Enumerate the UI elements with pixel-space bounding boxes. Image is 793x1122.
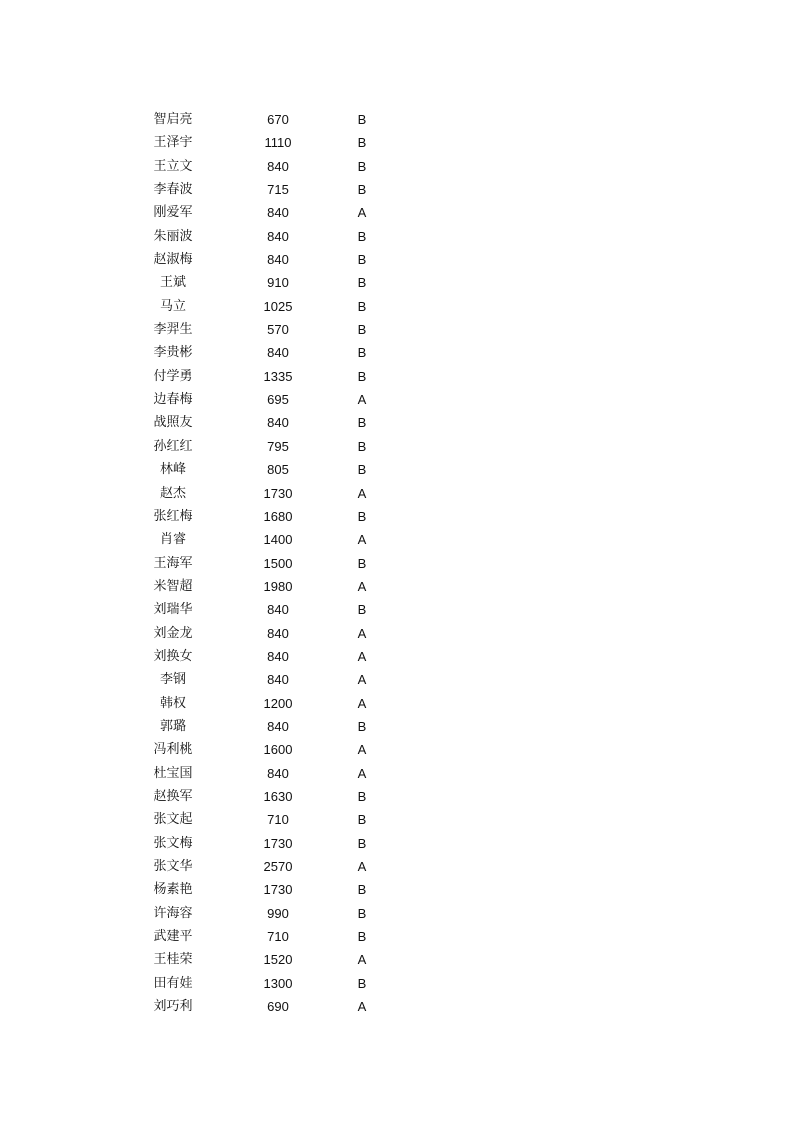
amount-cell: 1730 [263, 882, 293, 898]
table-row [140, 668, 400, 691]
grade-cell: B [357, 462, 367, 478]
name-cell: 付学勇 [153, 368, 193, 384]
table-row [140, 622, 400, 645]
table-row [140, 598, 400, 621]
table-row [140, 435, 400, 458]
table-row [140, 785, 400, 808]
grade-cell: B [357, 718, 367, 734]
grade-cell: B [357, 252, 367, 268]
table-row [140, 201, 400, 224]
amount-cell: 840 [267, 718, 289, 734]
amount-cell: 715 [267, 182, 289, 198]
grade-cell: B [357, 555, 367, 571]
name-cell: 冯利桃 [153, 742, 193, 758]
name-cell: 张文梅 [153, 835, 193, 851]
grade-cell: B [357, 415, 367, 431]
table-row [140, 341, 400, 364]
name-cell: 王泽宇 [153, 135, 193, 151]
amount-cell: 1730 [263, 835, 293, 851]
amount-cell: 690 [267, 999, 289, 1015]
table-row [140, 271, 400, 294]
name-cell: 刚爱军 [153, 205, 193, 221]
name-cell: 刘金龙 [153, 625, 193, 641]
name-cell: 刘瑞华 [153, 602, 193, 618]
table-row [140, 482, 400, 505]
name-cell: 马立 [159, 298, 186, 314]
name-cell: 张红梅 [153, 508, 193, 524]
name-cell: 朱丽波 [153, 228, 193, 244]
name-cell: 孙红红 [153, 438, 193, 454]
table-row [140, 458, 400, 481]
name-cell: 李羿生 [153, 322, 193, 338]
grade-cell: B [357, 275, 367, 291]
name-cell: 武建平 [153, 929, 193, 945]
table-row [140, 505, 400, 528]
table-row [140, 972, 400, 995]
table-row [140, 645, 400, 668]
grade-cell: B [357, 112, 367, 127]
table-row [140, 295, 400, 318]
name-cell: 许海容 [153, 905, 193, 921]
amount-cell: 840 [267, 602, 289, 618]
amount-cell: 840 [267, 345, 289, 361]
grade-cell: B [357, 882, 367, 898]
name-cell: 林峰 [159, 462, 186, 478]
table-row [140, 762, 400, 785]
grade-cell: B [357, 929, 367, 945]
amount-cell: 695 [267, 392, 289, 408]
name-cell: 李春波 [153, 182, 193, 198]
table-row [140, 178, 400, 201]
amount-cell: 1400 [263, 532, 293, 548]
grade-cell: B [357, 182, 367, 198]
amount-cell: 1025 [263, 298, 293, 314]
amount-cell: 840 [267, 228, 289, 244]
grade-cell: B [357, 158, 367, 174]
grade-cell: B [357, 788, 367, 804]
name-cell: 王立文 [153, 158, 193, 174]
table-row [140, 388, 400, 411]
name-cell: 郭璐 [159, 718, 186, 734]
grade-cell: B [357, 135, 367, 151]
name-cell: 韩权 [159, 695, 186, 711]
name-cell: 赵杰 [159, 485, 186, 501]
grade-cell: A [357, 999, 367, 1015]
amount-cell: 1520 [263, 952, 293, 968]
amount-cell: 795 [267, 438, 289, 454]
amount-cell: 1730 [263, 485, 293, 501]
amount-cell: 805 [267, 462, 289, 478]
amount-cell: 1300 [263, 975, 293, 991]
grade-cell: B [357, 438, 367, 454]
amount-cell: 1200 [263, 695, 293, 711]
name-cell: 赵淑梅 [153, 252, 193, 268]
amount-cell: 840 [267, 415, 289, 431]
name-cell: 肖睿 [159, 532, 186, 548]
name-cell: 王海军 [153, 555, 193, 571]
grade-cell: A [357, 765, 367, 781]
amount-cell: 1110 [264, 135, 292, 151]
amount-cell: 840 [267, 672, 289, 688]
grade-cell: A [357, 952, 367, 968]
table-row [140, 715, 400, 738]
table-row [140, 528, 400, 551]
amount-cell: 840 [267, 252, 289, 268]
grade-cell: B [357, 602, 367, 618]
grade-cell: B [357, 368, 367, 384]
table-row [140, 878, 400, 901]
table-row [140, 365, 400, 388]
grade-cell: A [357, 672, 367, 688]
amount-cell: 670 [267, 112, 289, 127]
amount-cell: 840 [267, 765, 289, 781]
table-row [140, 225, 400, 248]
grade-cell: A [357, 532, 367, 548]
grade-cell: A [357, 695, 367, 711]
amount-cell: 990 [267, 905, 289, 921]
grade-cell: A [357, 205, 367, 221]
name-cell: 张文华 [153, 859, 193, 874]
data-table [140, 108, 400, 1018]
name-cell: 王桂荣 [153, 952, 193, 968]
name-cell: 赵换军 [153, 788, 193, 804]
amount-cell: 840 [267, 158, 289, 174]
amount-cell: 1600 [263, 742, 293, 758]
amount-cell: 1630 [263, 788, 293, 804]
table-row [140, 131, 400, 154]
grade-cell: A [357, 625, 367, 641]
name-cell: 刘巧利 [153, 999, 193, 1015]
grade-cell: B [357, 322, 367, 338]
amount-cell: 710 [267, 929, 289, 945]
amount-cell: 910 [267, 275, 289, 291]
grade-cell: A [357, 859, 367, 874]
table-row [140, 925, 400, 948]
grade-cell: B [357, 905, 367, 921]
name-cell: 李钢 [159, 672, 186, 688]
grade-cell: B [357, 975, 367, 991]
table-row [140, 552, 400, 575]
table-row [140, 738, 400, 761]
amount-cell: 2570 [263, 859, 293, 874]
name-cell: 田有娃 [153, 975, 193, 991]
table-row [140, 248, 400, 271]
amount-cell: 840 [267, 625, 289, 641]
amount-cell: 1980 [263, 578, 293, 594]
name-cell: 杨素艳 [153, 882, 193, 898]
table-row [140, 108, 400, 131]
name-cell: 张文起 [153, 812, 193, 828]
table-row [140, 155, 400, 178]
grade-cell: B [357, 298, 367, 314]
table-row [140, 318, 400, 341]
grade-cell: B [357, 812, 367, 828]
table-row [140, 692, 400, 715]
amount-cell: 570 [267, 322, 289, 338]
table-row [140, 411, 400, 434]
table-row [140, 855, 400, 878]
name-cell: 李贵彬 [153, 345, 193, 361]
table-row [140, 902, 400, 925]
amount-cell: 840 [267, 205, 289, 221]
grade-cell: A [357, 578, 367, 594]
name-cell: 王斌 [159, 275, 186, 291]
table-row [140, 575, 400, 598]
name-cell: 杜宝国 [153, 765, 193, 781]
table-row [140, 832, 400, 855]
grade-cell: B [357, 345, 367, 361]
grade-cell: A [357, 648, 367, 664]
amount-cell: 840 [267, 648, 289, 664]
table-row [140, 808, 400, 831]
table-row [140, 995, 400, 1018]
table-row [140, 948, 400, 971]
name-cell: 刘换女 [153, 648, 193, 664]
grade-cell: A [357, 742, 367, 758]
name-cell: 战照友 [153, 415, 193, 431]
grade-cell: A [357, 392, 367, 408]
amount-cell: 1500 [263, 555, 293, 571]
grade-cell: B [357, 835, 367, 851]
amount-cell: 1335 [263, 368, 293, 384]
grade-cell: B [357, 228, 367, 244]
grade-cell: B [357, 508, 367, 524]
name-cell: 米智超 [153, 578, 193, 594]
grade-cell: A [357, 485, 367, 501]
amount-cell: 1680 [263, 508, 293, 524]
name-cell: 边春梅 [153, 392, 193, 408]
name-cell: 智启亮 [153, 112, 193, 127]
amount-cell: 710 [267, 812, 289, 828]
